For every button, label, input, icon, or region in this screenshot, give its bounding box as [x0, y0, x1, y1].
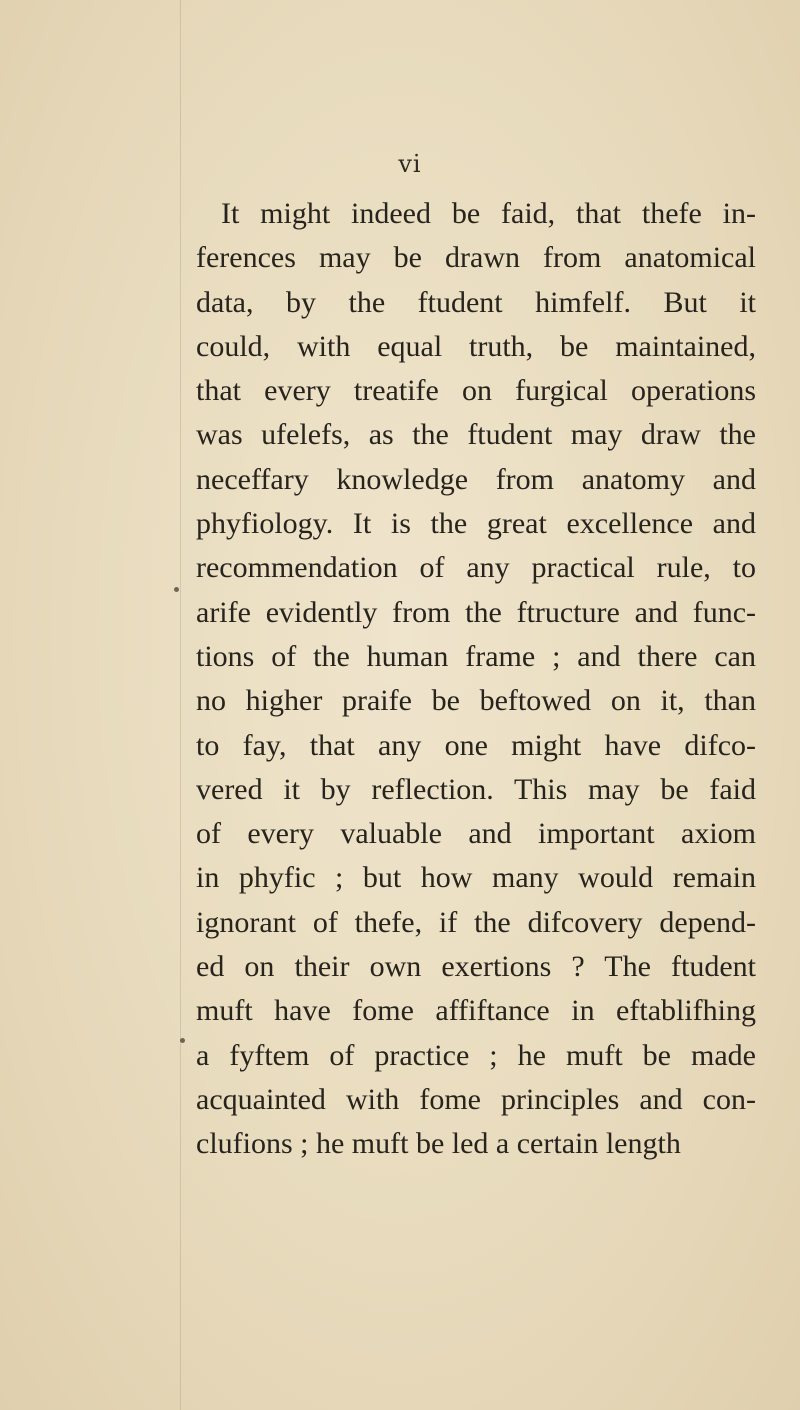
text-line: muft have fome affiftance in eftablifhing: [196, 994, 756, 1028]
text-line: clufions ; he muft be led a certain length: [196, 1127, 681, 1161]
text-line: in phyfic ; but how many would remain: [196, 861, 756, 895]
text-line: data, by the ftudent himfelf. But it: [196, 285, 756, 319]
text-line: no higher praife be beftowed on it, than: [196, 684, 756, 718]
text-line: that every treatife on furgical operations: [196, 374, 756, 408]
paper-crease: [180, 0, 181, 1410]
text-line: could, with equal truth, be maintained,: [196, 329, 756, 363]
text-line: to fay, that any one might have difco-: [196, 728, 756, 762]
text-line: acquainted with fome principles and con-: [196, 1082, 756, 1116]
text-line: vered it by reflection. This may be faid: [196, 772, 756, 806]
text-line: of every valuable and important axiom: [196, 817, 756, 851]
text-line: It might indeed be faid, that thefe in-: [221, 197, 756, 230]
text-line: ferences may be drawn from anatomical: [196, 241, 756, 275]
text-line: tions of the human frame ; and there can: [196, 639, 756, 673]
text-line: a fyftem of practice ; he muft be made: [196, 1038, 756, 1072]
page-number: vi: [398, 150, 422, 178]
text-line: ignorant of thefe, if the difcovery depend-: [196, 905, 756, 939]
text-line: recommendation of any practical rule, to: [196, 551, 756, 585]
ink-speck: [180, 1038, 185, 1043]
text-line: neceffary knowledge from anatomy and: [196, 462, 756, 496]
text-line: was ufelefs, as the ftudent may draw the: [196, 418, 756, 452]
body-text: [196, 192, 756, 1167]
ink-speck: [174, 587, 179, 592]
text-line: ed on their own exertions ? The ftudent: [196, 950, 756, 984]
text-line: arife evidently from the ftructure and func-: [196, 595, 756, 629]
text-line: phyfiology. It is the great excellence and: [196, 507, 756, 541]
